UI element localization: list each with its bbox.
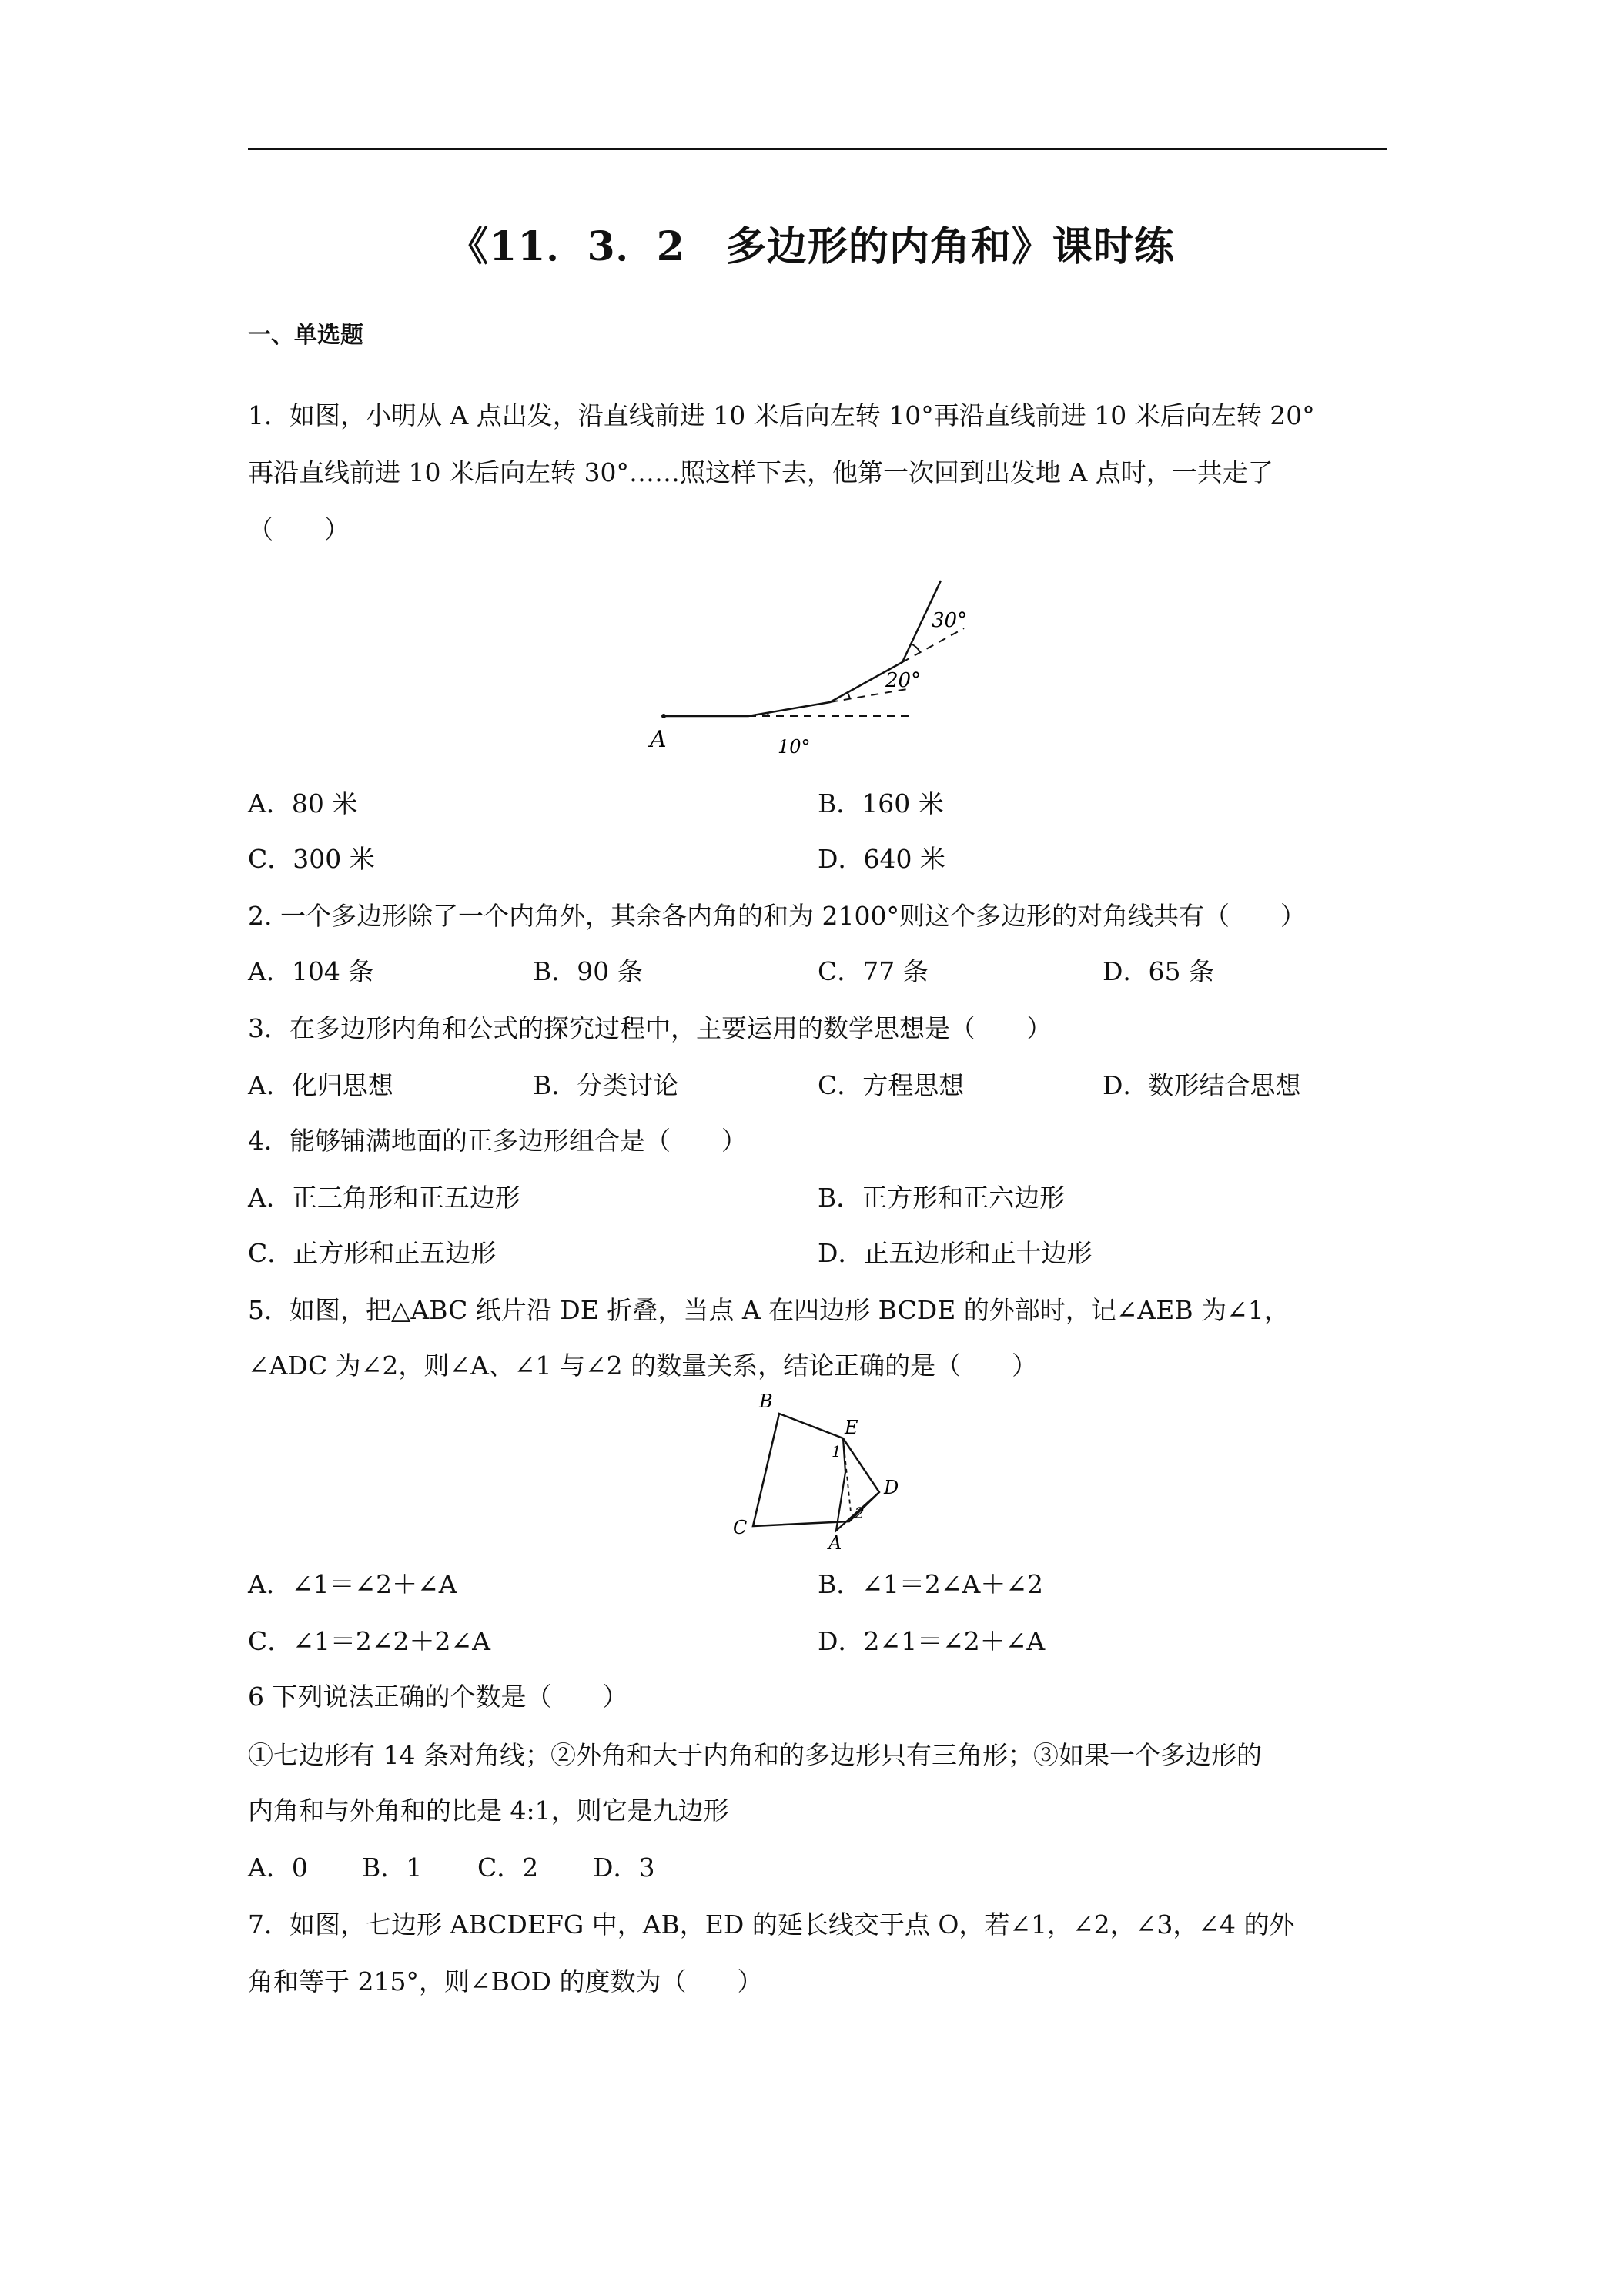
q1-option-d: D．640 米: [818, 844, 945, 874]
q5-figure: [716, 1386, 916, 1555]
q4-stem: 4．能够铺满地面的正多边形组合是（ ）: [248, 1126, 747, 1156]
label-angle-2: 2: [855, 1504, 865, 1522]
q7-line1: 7．如图，七边形 ABCDEFG 中，AB，ED 的延长线交于点 O，若∠1，∠2，∠3，∠4 的外: [248, 1909, 1295, 1940]
q2-option-a: A．104 条: [248, 956, 374, 986]
q1-figure: [631, 570, 1001, 770]
q5-option-c: C．∠1＝2∠2＋2∠A: [248, 1626, 491, 1656]
q2-option-b: B．90 条: [533, 956, 643, 986]
q2-option-d: D．65 条: [1103, 956, 1214, 986]
q4-option-c: C．正方形和正五边形: [248, 1238, 497, 1268]
q6-stem: 6 下列说法正确的个数是（ ）: [248, 1682, 628, 1712]
q6-option-b: B．1: [362, 1853, 423, 1883]
q4-option-d: D．正五边形和正十边形: [818, 1238, 1093, 1268]
q1-option-b: B．160 米: [818, 788, 944, 818]
extension-3: [902, 628, 964, 662]
q3-option-a: A．化归思想: [248, 1070, 393, 1100]
q6-option-c: C．2: [477, 1853, 539, 1883]
q6-option-d: D．3: [593, 1853, 655, 1883]
q3-option-d: D．数形结合思想: [1103, 1070, 1301, 1100]
q1-line3: （ ）: [248, 514, 350, 544]
q6-option-a: A．0: [248, 1853, 308, 1883]
label-angle-1: 1: [832, 1442, 842, 1461]
q4-option-b: B．正方形和正六边形: [818, 1183, 1066, 1213]
arc-20: [848, 693, 850, 699]
q3-stem: 3．在多边形内角和公式的探究过程中，主要运用的数学思想是（ ）: [248, 1013, 1052, 1043]
q4-option-a: A．正三角形和正五边形: [248, 1183, 520, 1213]
label-b: B: [759, 1391, 773, 1412]
label-10: 10°: [778, 736, 811, 758]
q6-line2: 内角和与外角和的比是 4:1，则它是九边形: [248, 1796, 729, 1826]
q1-line1: 1．如图，小明从 A 点出发，沿直线前进 10 米后向左转 10°再沿直线前进 10 米后向左转 20°: [248, 400, 1315, 430]
label-d: D: [884, 1477, 899, 1498]
q6-line1: ①七边形有 14 条对角线；②外角和大于内角和的多边形只有三角形；③如果一个多边形的: [248, 1740, 1262, 1770]
q2-stem: 2. 一个多边形除了一个内角外，其余各内角的和为 2100°则这个多边形的对角线共有（ ）: [248, 901, 1306, 931]
q5-line2: ∠ADC 为∠2，则∠A、∠1 与∠2 的数量关系，结论正确的是（ ）: [248, 1350, 1038, 1381]
q3-option-b: B．分类讨论: [533, 1070, 679, 1100]
q5-option-b: B．∠1＝2∠A＋∠2: [818, 1569, 1044, 1599]
q3-option-c: C．方程思想: [818, 1070, 965, 1100]
q1-line2: 再沿直线前进 10 米后向左转 30°……照这样下去，他第一次回到出发地 A 点时，一共走了: [248, 457, 1273, 487]
label-a: A: [828, 1532, 842, 1554]
label-e: E: [845, 1417, 858, 1438]
arc-30: [911, 644, 920, 652]
page-title: 《11．3．2 多边形的内角和》课时练: [448, 223, 1175, 270]
label-point-a: A: [650, 726, 667, 753]
walking-path: [664, 581, 941, 716]
section-heading: 一、单选题: [248, 322, 363, 349]
label-c: C: [733, 1517, 748, 1538]
q5-option-a: A．∠1＝∠2＋∠A: [248, 1569, 457, 1599]
q1-option-c: C．300 米: [248, 844, 375, 874]
q5-line1: 5．如图，把△ABC 纸片沿 DE 折叠，当点 A 在四边形 BCDE 的外部时，记∠AEB 为∠1，: [248, 1295, 1290, 1325]
q2-option-c: C．77 条: [818, 956, 929, 986]
header-rule: [248, 148, 1387, 150]
q7-line2: 角和等于 215°，则∠BOD 的度数为（ ）: [248, 1966, 763, 1996]
q1-option-a: A．80 米: [248, 788, 358, 818]
q5-option-d: D．2∠1＝∠2＋∠A: [818, 1626, 1046, 1656]
label-30: 30°: [932, 609, 968, 632]
label-20: 20°: [885, 669, 922, 692]
